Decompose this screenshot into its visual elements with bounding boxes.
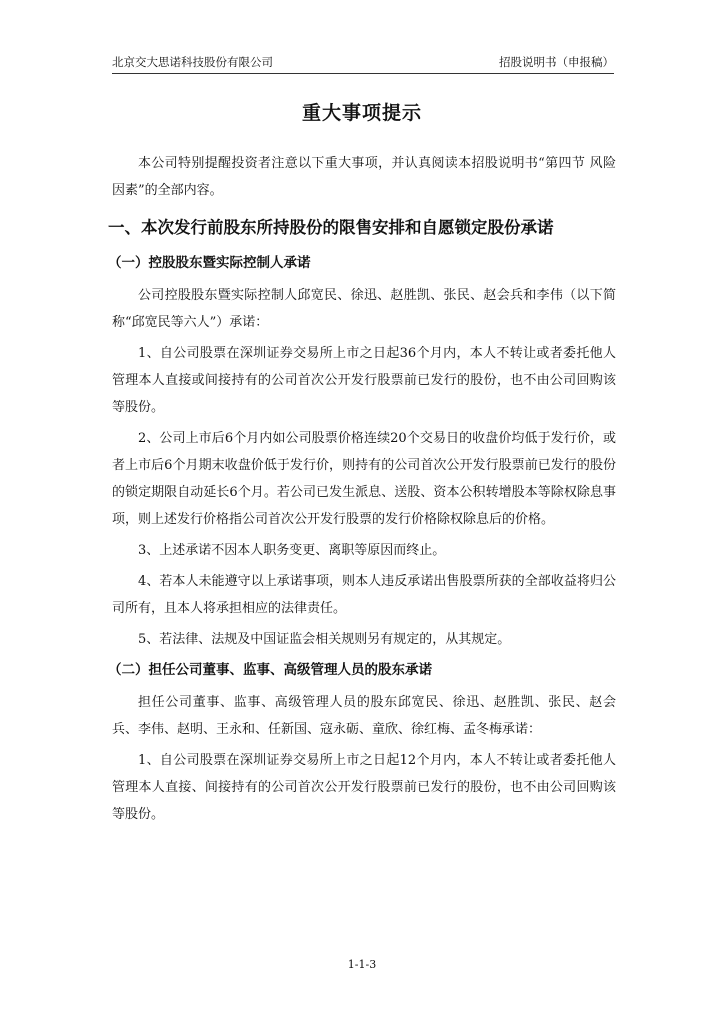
- page-header: [112, 48, 614, 74]
- document-body: [108, 150, 616, 832]
- paragraph: 1、自公司股票在深圳证券交易所上市之日起12个月内，本人不转让或者委托他人管理本人直接、间接持有的公司首次公开发行股票前已发行的股份，也不由公司回购该等股份。: [112, 753, 616, 822]
- paragraph: 2、公司上市后6个月内如公司股票价格连续20个交易日的收盘价均低于发行价，或者上市后6个月期末收盘价低于发行价，则持有的公司首次公开发行股票前已发行的股份的锁定期限自动延长6个月。若公司已发生派息、送股、资本公积转增股本等除权除息事项，则上述发行价格指公司首次公开发行股票的发行价格除权除息后的价格。: [112, 431, 616, 527]
- section-heading: 一、本次发行前股东所持股份的限售安排和自愿锁定股份承诺: [108, 218, 554, 237]
- header-company: 北京交大思诺科技股份有限公司: [112, 55, 273, 69]
- paragraph: 公司控股股东暨实际控制人邱宽民、徐迅、赵胜凯、张民、赵会兵和李伟（以下简称“邱宽民等六人”）承诺：: [112, 288, 616, 330]
- intro-paragraph: 本公司特别提醒投资者注意以下重大事项，并认真阅读本招股说明书“第四节 风险因素”的全部内容。: [112, 156, 616, 198]
- page-title: 重大事项提示: [301, 102, 422, 124]
- paragraph: 3、上述承诺不因本人职务变更、离职等原因而终止。: [138, 543, 446, 558]
- paragraph: 担任公司董事、监事、高级管理人员的股东邱宽民、徐迅、赵胜凯、张民、赵会兵、李伟、赵明、王永和、任新国、寇永砺、童欣、徐红梅、孟冬梅承诺：: [112, 695, 616, 737]
- header-doc-type: 招股说明书（申报稿）: [499, 55, 614, 69]
- paragraph: 4、若本人未能遵守以上承诺事项，则本人违反承诺出售股票所获的全部收益将归公司所有，且本人将承担相应的法律责任。: [112, 574, 616, 616]
- paragraph: 1、自公司股票在深圳证券交易所上市之日起36个月内，本人不转让或者委托他人管理本人直接或间接持有的公司首次公开发行股票前已发行的股份，也不由公司回购该等股份。: [112, 346, 616, 415]
- subsection-heading-1: （一）控股股东暨实际控制人承诺: [108, 255, 311, 271]
- paragraph: 5、若法律、法规及中国证监会相关规则另有规定的，从其规定。: [138, 632, 511, 647]
- subsection-heading-2: （二）担任公司董事、监事、高级管理人员的股东承诺: [108, 662, 432, 678]
- page-number: 1-1-3: [347, 958, 377, 971]
